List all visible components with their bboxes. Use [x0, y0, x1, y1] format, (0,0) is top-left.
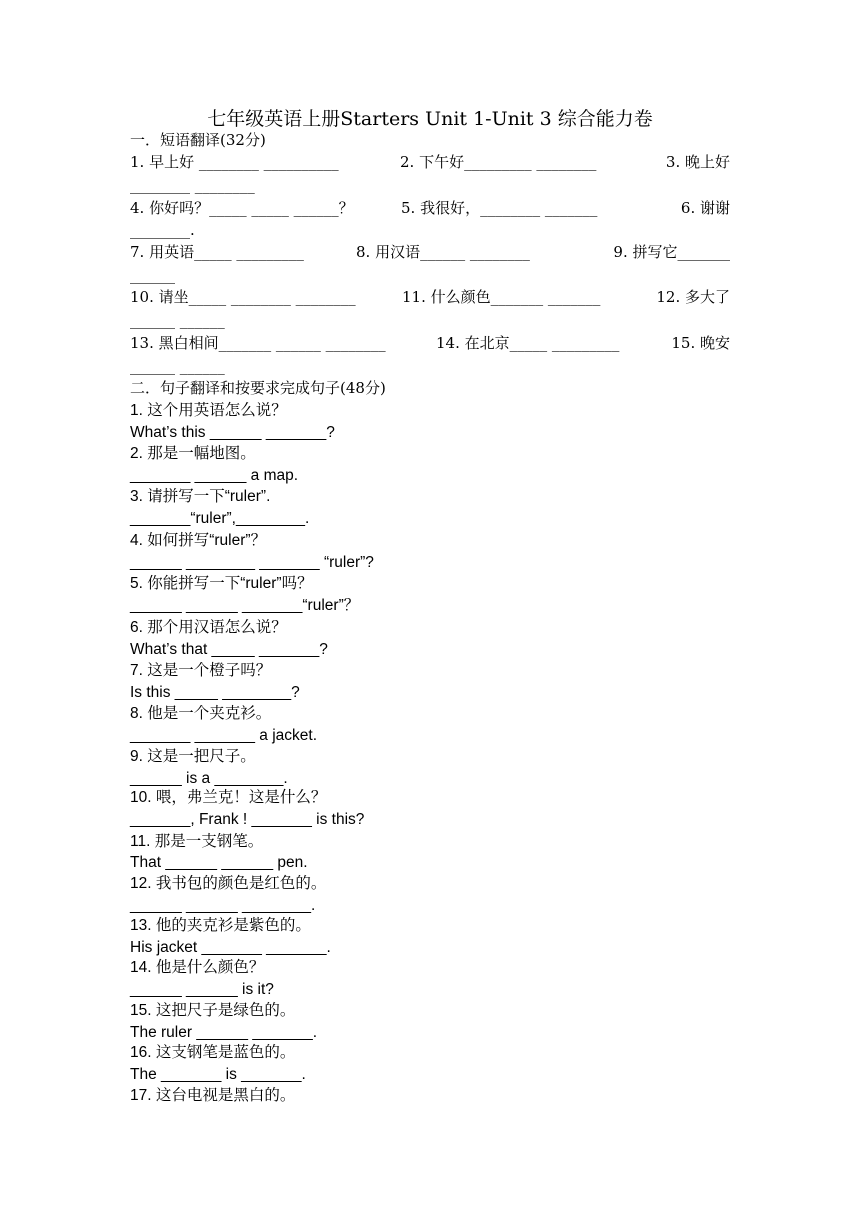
answer-line: _______ ______ a map. — [130, 467, 299, 484]
phrase-item: 10. 请坐_____ ________ ________ — [130, 288, 356, 306]
question-prompt: 2. 那是一幅地图。 — [130, 445, 256, 462]
phrase-item: 9. 拼写它_______ — [613, 243, 730, 261]
question-prompt: 14. 他是什么颜色？ — [130, 959, 265, 976]
question-prompt: 15. 这把尺子是绿色的。 — [130, 1002, 296, 1019]
phrase-item: 7. 用英语_____ _________ — [130, 243, 304, 261]
phrase-item: 14. 在北京_____ _________ — [436, 334, 620, 352]
answer-line: ______ ______ _______“ruler”？ — [130, 597, 360, 614]
answer-line: His jacket _______ _______. — [130, 939, 331, 956]
section1-heading: 一．短语翻译(32分) — [130, 131, 266, 149]
question-prompt: 16. 这支钢笔是蓝色的。 — [130, 1044, 296, 1061]
page-title: 七年级英语上册Starters Unit 1-Unit 3 综合能力卷 — [207, 108, 653, 130]
answer-line: ______ is a ________. — [130, 770, 288, 787]
phrase-item: 2. 下午好_________ ________ — [400, 153, 597, 171]
answer-line: The _______ is _______. — [130, 1066, 306, 1083]
phrase-item: 12. 多大了 — [656, 288, 730, 306]
question-prompt: 11. 那是一支钢笔。 — [130, 833, 264, 850]
question-prompt: 4. 如何拼写“ruler”？ — [130, 532, 267, 549]
answer-line: _______“ruler”,________. — [130, 510, 310, 527]
phrase-item: 15. 晚安 — [671, 334, 730, 352]
answer-line: ______ ______ ________. — [130, 897, 316, 914]
phrase-item: 13. 黑白相间_______ ______ ________ — [130, 334, 386, 352]
answer-line: _______, Frank ! _______ is this? — [130, 811, 365, 828]
phrase-item: 4. 你好吗？_____ _____ ______？ — [130, 199, 354, 217]
question-prompt: 17. 这台电视是黑白的。 — [130, 1087, 296, 1104]
answer-line: ______ ______ is it? — [130, 981, 274, 998]
answer-line: That ______ ______ pen. — [130, 854, 308, 871]
question-prompt: 6. 那个用汉语怎么说？ — [130, 619, 287, 636]
question-prompt: 3. 请拼写一下“ruler”. — [130, 488, 271, 505]
phrase-item: 11. 什么颜色_______ _______ — [402, 288, 601, 306]
answer-line: _______ _______ a jacket. — [130, 727, 318, 744]
phrase-item: 6. 谢谢 — [680, 199, 730, 217]
question-prompt: 10. 喂，弗兰克！这是什么？ — [130, 789, 327, 806]
question-prompt: 1. 这个用英语怎么说？ — [130, 402, 287, 419]
question-prompt: 5. 你能拼写一下“ruler”吗？ — [130, 575, 313, 592]
question-prompt: 9. 这是一把尺子。 — [130, 748, 256, 765]
question-prompt: 13. 他的夹克衫是紫色的。 — [130, 917, 311, 934]
phrase-row-continuation: ________. — [130, 221, 195, 239]
answer-line: What’s that _____ _______? — [130, 641, 328, 658]
phrase-item: 5. 我很好，________ _______ — [401, 199, 598, 217]
phrase-row-continuation: ______ ______ — [130, 311, 225, 329]
answer-line: What’s this ______ _______? — [130, 424, 335, 441]
phrase-row-continuation: ________ ________ — [130, 176, 255, 194]
phrase-row-continuation: ______ — [130, 266, 175, 284]
phrase-item: 3. 晚上好 — [665, 153, 730, 171]
phrase-item: 8. 用汉语______ ________ — [356, 243, 530, 261]
answer-line: Is this _____ ________? — [130, 684, 300, 701]
question-prompt: 8. 他是一个夹克衫。 — [130, 705, 272, 722]
question-prompt: 12. 我书包的颜色是红色的。 — [130, 875, 327, 892]
phrase-item: 1. 早上好 ________ __________ — [130, 153, 339, 171]
phrase-row-continuation: ______ ______ — [130, 357, 225, 375]
answer-line: The ruler ______ _______. — [130, 1024, 318, 1041]
answer-line: ______ ________ _______ “ruler”? — [130, 554, 374, 571]
question-prompt: 7. 这是一个橙子吗？ — [130, 662, 272, 679]
section2-heading: 二．句子翻译和按要求完成句子(48分) — [130, 379, 386, 397]
